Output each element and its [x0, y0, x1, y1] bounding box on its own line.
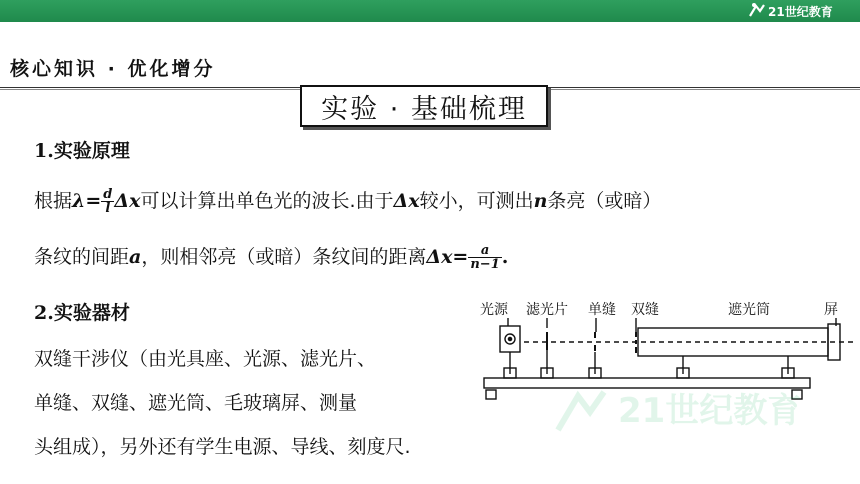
fraction-numerator: d — [103, 187, 113, 202]
watermark-text: 21世纪教育 — [618, 391, 802, 431]
equipment-heading: 2.实验器材 — [34, 302, 130, 324]
text-segment: ，则相邻亮（或暗）条纹间的距离 — [141, 246, 427, 268]
text-segment: 可以计算出单色光的波长.由于 — [140, 190, 394, 212]
principle-line-2 — [34, 242, 508, 271]
principle-heading: 1.实验原理 — [34, 140, 130, 162]
top-bar — [0, 0, 860, 22]
logo — [732, 0, 842, 22]
fraction-denominator: l — [105, 201, 111, 216]
text-segment: 条纹的间距 — [34, 246, 130, 268]
fraction-numerator: a — [468, 244, 501, 258]
label-filter: 滤光片 — [526, 302, 568, 318]
label-double-slit: 双缝 — [631, 302, 659, 318]
equipment-line-3: 头组成），另外还有学生电源、导线、刻度尺. — [34, 436, 411, 458]
lambda-symbol: λ — [72, 190, 86, 212]
fraction-a-over-n-minus-1 — [468, 244, 501, 271]
period: . — [501, 246, 509, 268]
text-segment: 条亮（或暗） — [547, 190, 662, 212]
text-segment: 较小，可测出 — [419, 190, 534, 212]
label-single-slit: 单缝 — [588, 302, 616, 318]
delta-x-symbol: Δx — [426, 246, 453, 268]
logo-icon — [746, 2, 842, 20]
equipment-line-1: 双缝干涉仪（由光具座、光源、滤光片、 — [34, 348, 377, 370]
equals-sign: = — [85, 190, 102, 212]
banner-title — [300, 85, 548, 127]
watermark-logo — [548, 382, 838, 442]
label-screen: 屏 — [824, 302, 838, 318]
fraction-d-over-l — [101, 188, 114, 215]
logo-text: 21世纪教育 — [768, 5, 833, 19]
a-symbol: a — [129, 246, 142, 268]
equipment-line-2: 单缝、双缝、遮光筒、毛玻璃屏、测量 — [34, 392, 358, 414]
label-light-source: 光源 — [480, 302, 508, 318]
text-segment: 根据 — [34, 190, 73, 212]
banner-title-text: 实验 · 基础梳理 — [321, 93, 527, 125]
n-symbol: n — [533, 190, 548, 212]
principle-line-1 — [34, 186, 661, 215]
label-hood: 遮光筒 — [728, 302, 770, 318]
delta-x-symbol: Δx — [393, 190, 420, 212]
section-title: 核心知识 · 优化增分 — [10, 58, 216, 80]
delta-x-symbol: Δx — [114, 190, 141, 212]
fraction-denominator: n−1 — [470, 257, 500, 272]
equals-sign: = — [452, 246, 469, 268]
